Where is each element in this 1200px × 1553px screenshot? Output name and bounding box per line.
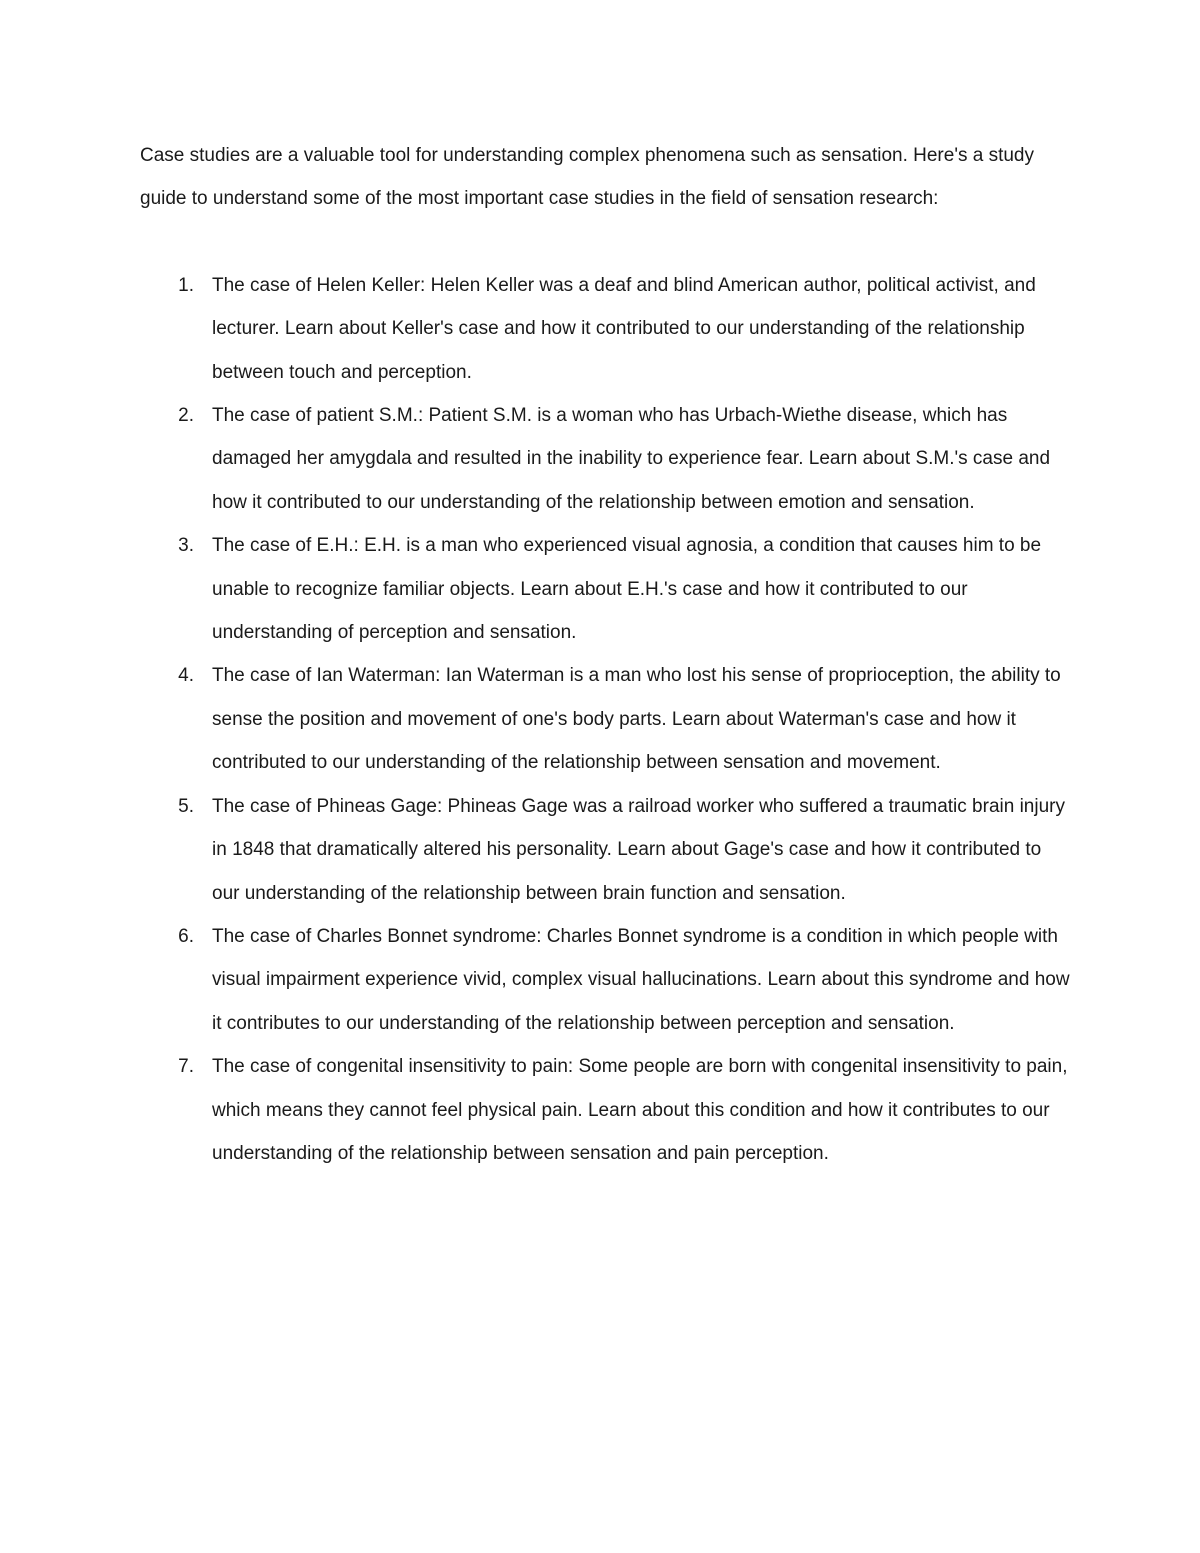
list-item-text: The case of Ian Waterman: Ian Waterman is a man who lost his sense of proprioception, the ability to sense the position and movement of one's body parts. Learn about Waterman's case and how it contributed to our understanding of the relationship between sensation and movement. [212,665,1061,774]
list-item [140,394,1070,524]
list-item-number: 4. [178,665,194,687]
list-item-number: 6. [178,925,194,947]
list-item-text: The case of Phineas Gage: Phineas Gage was a railroad worker who suffered a traumatic brain injury in 1848 that dramatically altered his personality. Learn about Gage's case and how it contributed to our understanding of the relationship between brain function and sensation. [212,795,1065,904]
list-item-text: The case of congenital insensitivity to pain: Some people are born with congenital insensitivity to pain, which means they cannot feel physical pain. Learn about this condition and how it contributes to our understanding of the relationship between sensation and pain perception. [212,1056,1068,1164]
list-item-number: 1. [178,274,194,296]
intro-paragraph: Case studies are a valuable tool for understanding complex phenomena such as sensation. Here's a study guide to understand some of the most important case studies in the field of sensation research: [140,145,1034,210]
list-item [140,264,1070,394]
list-item-number: 3. [178,535,194,557]
list-item-text: The case of E.H.: E.H. is a man who experienced visual agnosia, a condition that causes him to be unable to recognize familiar objects. Learn about E.H.'s case and how it contributed to our understanding of perception and sensation. [212,535,1042,644]
list-item [140,915,1070,1045]
list-item-number: 5. [178,795,194,817]
list-item-number: 7. [178,1056,194,1078]
list-item [140,654,1070,784]
list-item [140,524,1070,654]
list-item-text: The case of Charles Bonnet syndrome: Charles Bonnet syndrome is a condition in which people with visual impairment experience vivid, complex visual hallucinations. Learn about this syndrome and how it contributes to our understanding of the relationship between perception and sensation. [212,925,1070,1034]
list-item-number: 2. [178,405,194,427]
list-item-text: The case of Helen Keller: Helen Keller was a deaf and blind American author, political activist, and lecturer. Learn about Keller's case and how it contributed to our understanding of the relationship between touch and perception. [212,274,1036,383]
case-study-list [140,264,1070,1176]
document-body [140,134,1070,1175]
list-item [140,785,1070,915]
list-item-text: The case of patient S.M.: Patient S.M. is a woman who has Urbach-Wiethe disease, which has damaged her amygdala and resulted in the inability to experience fear. Learn about S.M.'s case and how it contributed to our understanding of the relationship between emotion and sensation. [212,405,1051,513]
list-item [140,1045,1070,1175]
